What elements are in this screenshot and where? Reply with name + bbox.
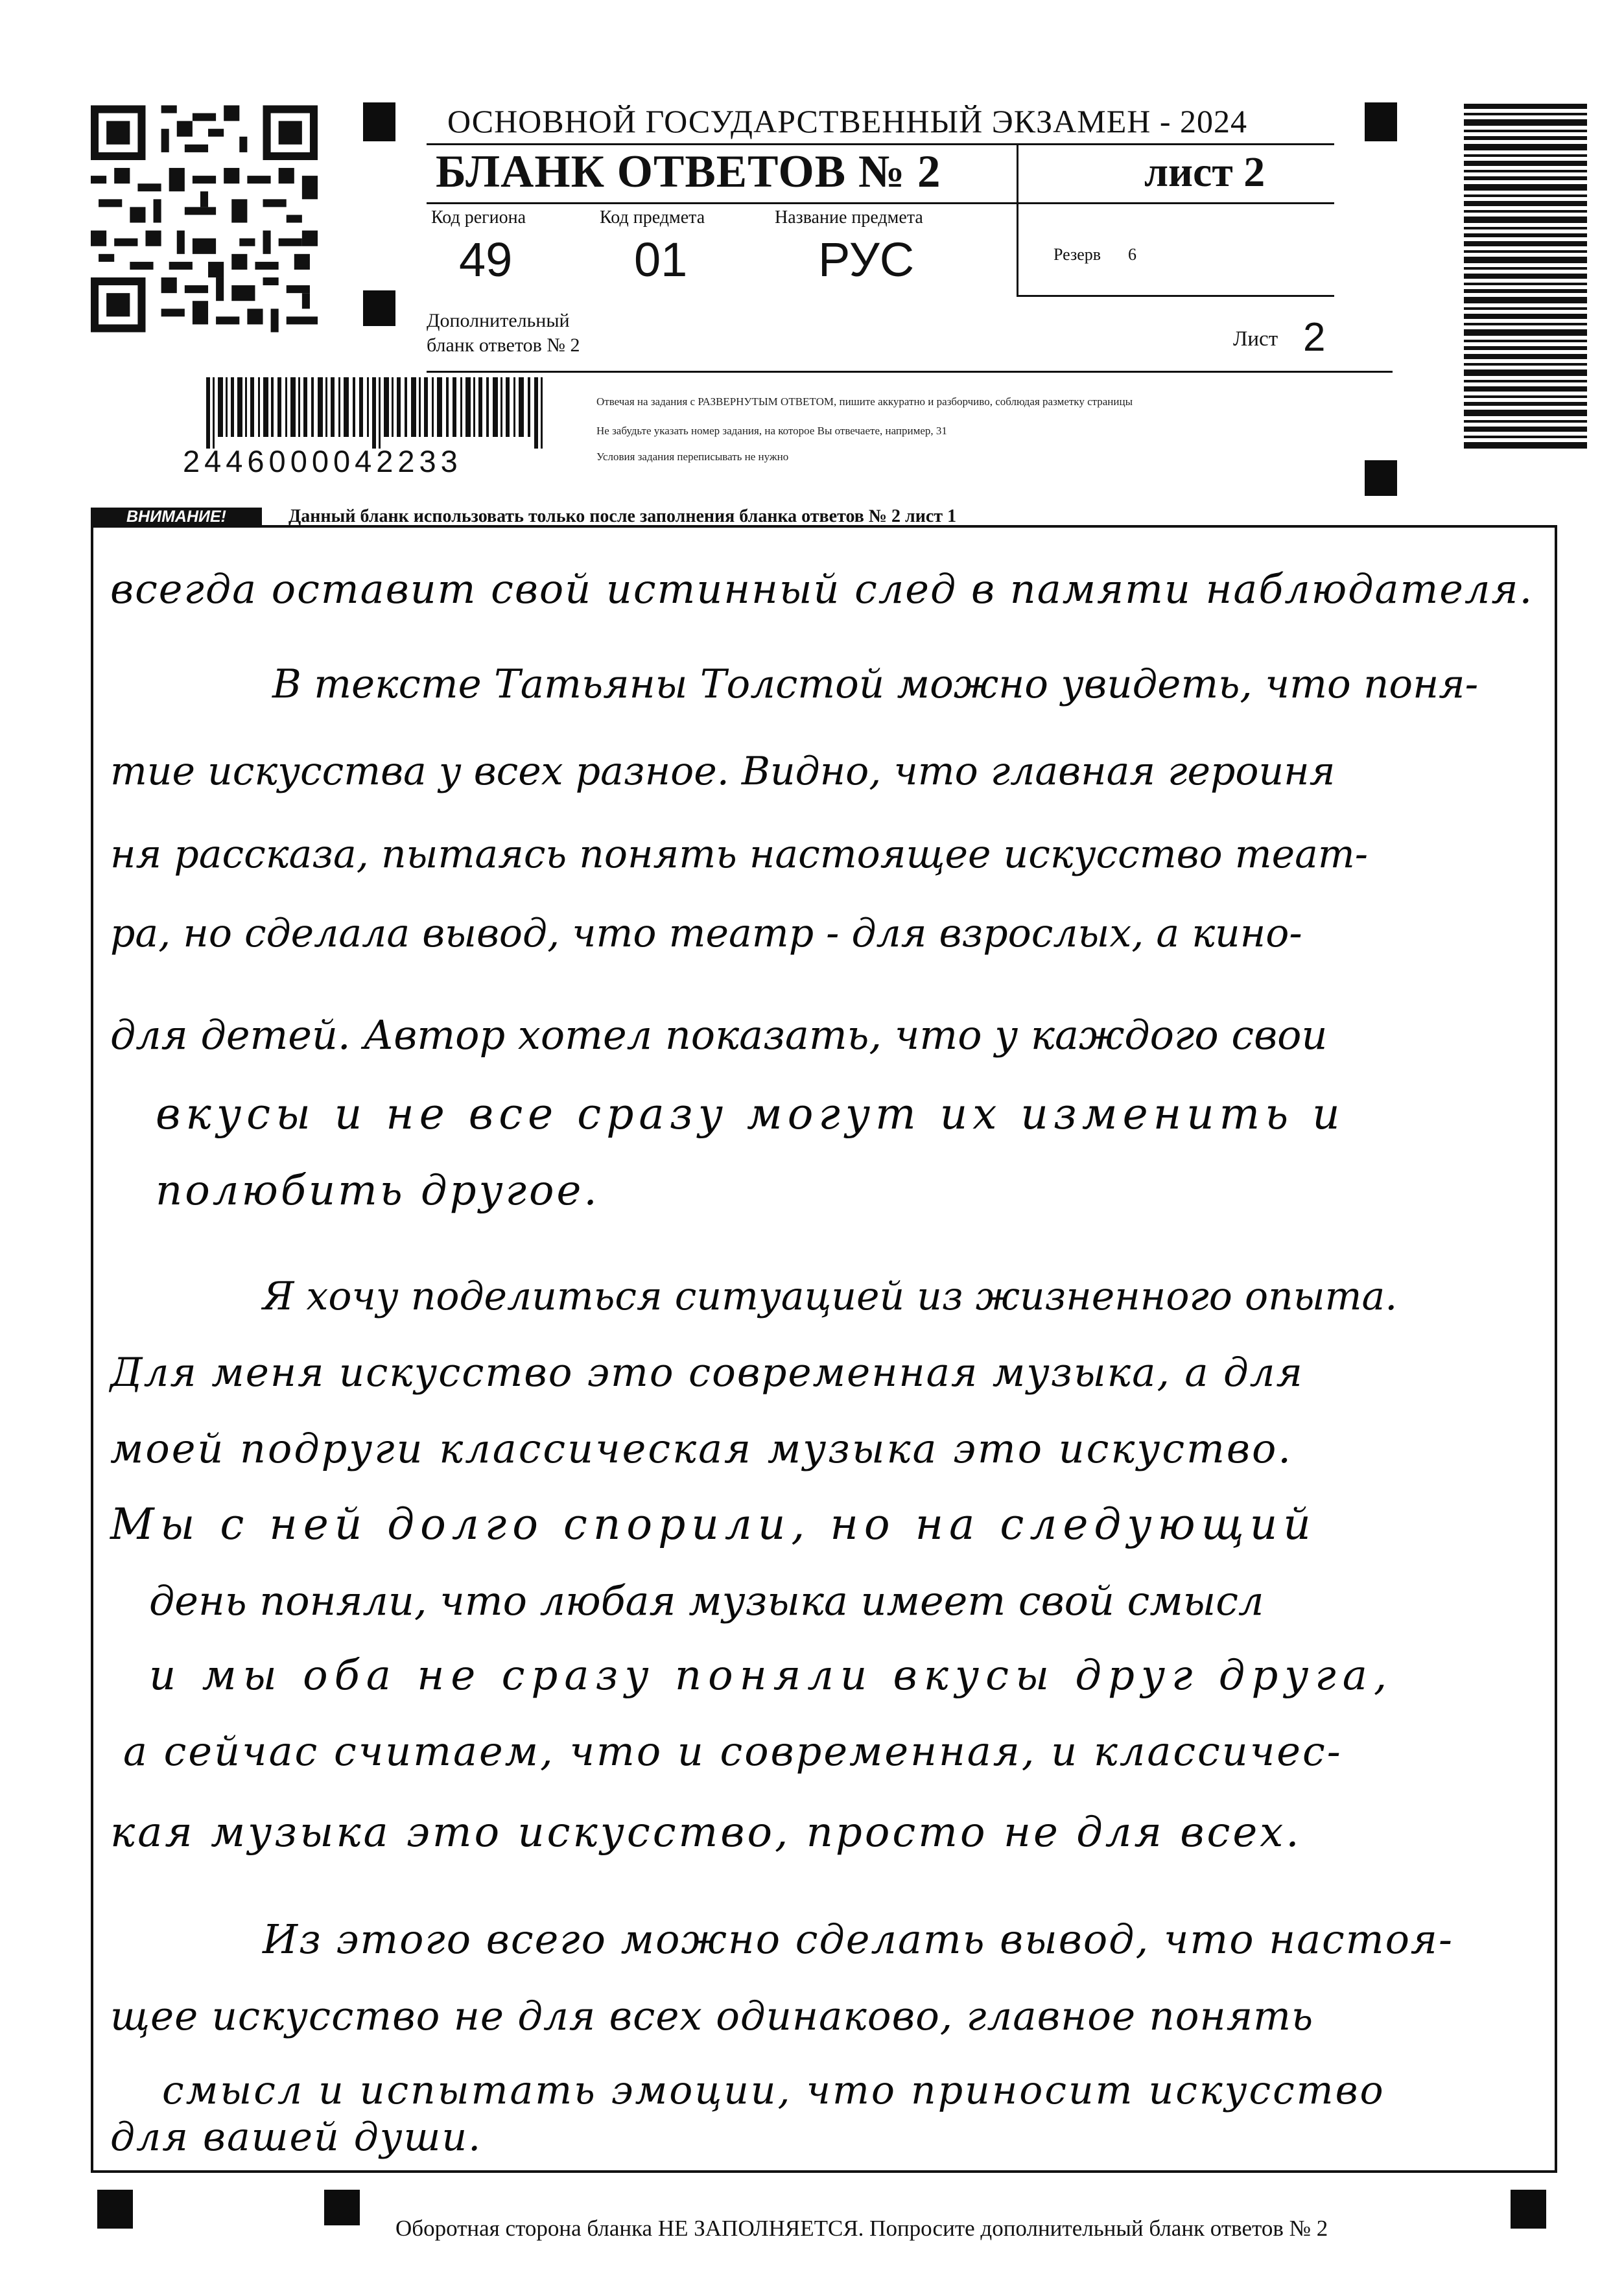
- answer-line-2: В тексте Татьяны Толстой можно увидеть, что поня-: [272, 661, 1479, 707]
- answer-line-1: всегда оставит свой истинный след в памяти наблюдателя.: [110, 565, 1534, 613]
- instruction-line-2: Не забудьте указать номер задания, на которое Вы отвечаете, например, 31: [596, 425, 947, 437]
- subject-code-value: 01: [634, 233, 688, 287]
- subject-code-label: Код предмета: [600, 207, 705, 228]
- corner-marker-bottom-right: [1511, 2190, 1546, 2229]
- corner-marker-bottom-center: [324, 2190, 360, 2225]
- answer-line-11: моей подруги классическая музыка это искуство.: [110, 1425, 1293, 1472]
- answer-line-12: Мы с ней долго спорили, но на следующий: [110, 1499, 1317, 1549]
- header-divider-vertical: [1017, 145, 1018, 295]
- answer-line-19: смысл и испытать эмоции, что приносит искусство: [162, 2068, 1385, 2113]
- header-divider-horizontal: [427, 202, 1334, 204]
- qr-code-icon: [91, 104, 318, 334]
- answer-line-10: Для меня искусство это современная музыка, а для: [110, 1350, 1304, 1396]
- reserve-label: Резерв: [1053, 245, 1101, 264]
- corner-marker-top-right: [1365, 102, 1397, 141]
- subject-name-label: Название предмета: [775, 207, 923, 228]
- answer-line-5: ра, но сделала вывод, что театр - для взрослых, а кино-: [110, 911, 1302, 956]
- answer-line-14: и мы оба не сразу поняли вкусы друг друга,: [149, 1652, 1394, 1700]
- footer-text: Оборотная сторона бланка НЕ ЗАПОЛНЯЕТСЯ. Попросите дополнительный бланк ответов № 2: [395, 2216, 1328, 2241]
- answer-line-7: вкусы и не все сразу могут их изменить и: [156, 1089, 1345, 1139]
- subject-name-value: РУС: [818, 233, 915, 287]
- corner-marker-mid-right: [1365, 460, 1397, 496]
- corner-marker-bottom-left: [97, 2190, 133, 2229]
- additional-form-label-2: бланк ответов № 2: [427, 334, 580, 356]
- answer-line-3: тие искусства у всех разное. Видно, что главная героиня: [110, 749, 1336, 794]
- corner-marker-mid-left: [363, 290, 395, 326]
- answer-line-4: ня рассказа, пытаясь понять настоящее искусство теат-: [110, 832, 1369, 877]
- horizontal-barcode-icon: [206, 377, 545, 449]
- instruction-line-3: Условия задания переписывать не нужно: [596, 451, 789, 463]
- barcode-number: 2446000042233: [183, 444, 462, 478]
- corner-marker-top-left: [363, 102, 395, 141]
- answer-line-20: для вашей души.: [110, 2115, 482, 2160]
- warning-badge: ВНИМАНИЕ!: [91, 508, 262, 526]
- answer-line-15: а сейчас считаем, что и современная, и классичес-: [123, 1728, 1343, 1775]
- answer-line-16: кая музыка это искусство, просто не для всех.: [110, 1809, 1302, 1857]
- instruction-line-1: Отвечая на задания с РАЗВЕРНУТЫМ ОТВЕТОМ, пишите аккуратно и разборчиво, соблюдая разметку страницы: [596, 395, 1133, 408]
- answer-line-9: Я хочу поделиться ситуацией из жизненного опыта.: [263, 1274, 1398, 1319]
- vertical-barcode-icon: [1464, 104, 1587, 454]
- sheet-label: лист 2: [1144, 148, 1265, 196]
- answer-line-17: Из этого всего можно сделать вывод, что настоя-: [263, 1916, 1453, 1963]
- sheet-number-value: 2: [1303, 315, 1326, 360]
- header-divider-bottom: [1017, 295, 1334, 297]
- answer-line-6: для детей. Автор хотел показать, что у каждого свои: [110, 1011, 1328, 1059]
- region-code-label: Код региона: [431, 207, 526, 228]
- additional-form-underline: [427, 371, 1393, 373]
- sheet-number-label: Лист: [1233, 327, 1278, 351]
- region-code-value: 49: [459, 233, 513, 287]
- exam-title: ОСНОВНОЙ ГОСУДАРСТВЕННЫЙ ЭКЗАМЕН - 2024: [447, 103, 1247, 139]
- answer-line-8: полюбить другое.: [156, 1167, 600, 1215]
- reserve-value: 6: [1128, 245, 1136, 264]
- warning-text: Данный бланк использовать только после заполнения бланка ответов № 2 лист 1: [288, 506, 957, 526]
- answer-line-18: щее искусство не для всех одинаково, главное понять: [110, 1993, 1314, 2039]
- warning-bar: [91, 506, 1559, 526]
- form-title: БЛАНК ОТВЕТОВ № 2: [436, 146, 941, 197]
- title-underline: [427, 143, 1334, 145]
- answer-line-13: день поняли, что любая музыка имеет свой смысл: [149, 1577, 1264, 1624]
- additional-form-label-1: Дополнительный: [427, 310, 570, 331]
